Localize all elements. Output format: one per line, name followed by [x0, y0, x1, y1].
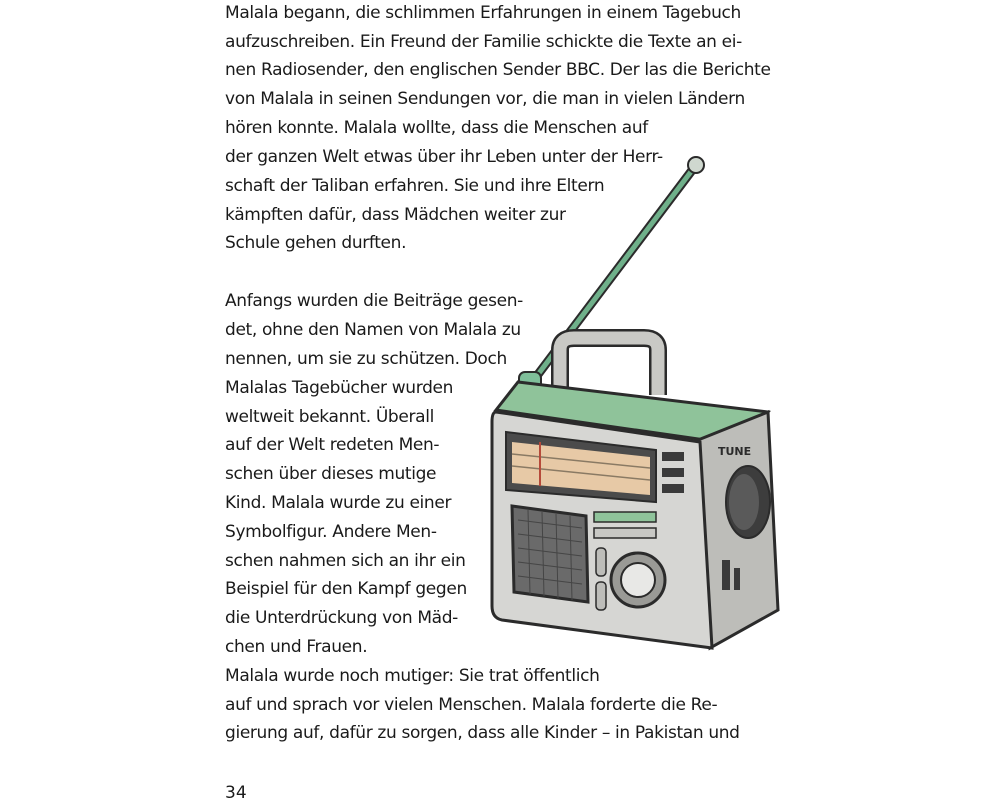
text-line: Malalas Tagebücher wurden [225, 378, 454, 398]
text-line: Beispiel für den Kampf gegen [225, 579, 467, 599]
text-line: Schule gehen durften. [225, 233, 407, 253]
text-line: chen und Frauen. [225, 637, 368, 657]
tune-label: TUNE [718, 445, 752, 458]
text-line: von Malala in seinen Sendungen vor, die man in vielen Ländern [225, 89, 745, 109]
text-line: die Unterdrückung von Mäd- [225, 608, 458, 628]
text-line: Malala begann, die schlimmen Erfahrungen in einem Tagebuch [225, 3, 741, 23]
text-line: aufzuschreiben. Ein Freund der Familie schickte die Texte an ei- [225, 32, 742, 52]
text-line: Malala wurde noch mutiger: Sie trat öffentlich [225, 666, 600, 686]
text-line: schen über dieses mutige [225, 464, 437, 484]
text-line: der ganzen Welt etwas über ihr Leben unter der Herr- [225, 147, 663, 167]
carry-handle [560, 338, 658, 395]
text-line: Anfangs wurden die Beiträge gesen- [225, 291, 523, 311]
text-line: gierung auf, dafür zu sorgen, dass alle Kinder – in Pakistan und [225, 723, 740, 743]
text-line: auf und sprach vor vielen Menschen. Malala forderte die Re- [225, 695, 718, 715]
text-line: weltweit bekannt. Überall [225, 407, 434, 427]
radio-icon [492, 157, 778, 648]
speaker-grille [512, 506, 588, 602]
radio-illustration [478, 150, 788, 660]
text-line: schen nahmen sich an ihr ein [225, 551, 466, 571]
text-line: nen Radiosender, den englischen Sender BBC. Der las die Berichte [225, 60, 771, 80]
page-number: 34 [225, 783, 247, 803]
text-line: det, ohne den Namen von Malala zu [225, 320, 521, 340]
text-line: auf der Welt redeten Men- [225, 435, 440, 455]
text-line: nennen, um sie zu schützen. Doch [225, 349, 507, 369]
band-buttons [662, 452, 684, 493]
text-line: kämpften dafür, dass Mädchen weiter zur [225, 205, 566, 225]
text-line: hören konnte. Malala wollte, dass die Menschen auf [225, 118, 648, 138]
text-line: Kind. Malala wurde zu einer [225, 493, 452, 513]
text-line: schaft der Taliban erfahren. Sie und ihre Eltern [225, 176, 605, 196]
volume-knob [611, 553, 665, 607]
text-line: Symbolfigur. Andere Men- [225, 522, 437, 542]
antenna [519, 157, 704, 402]
